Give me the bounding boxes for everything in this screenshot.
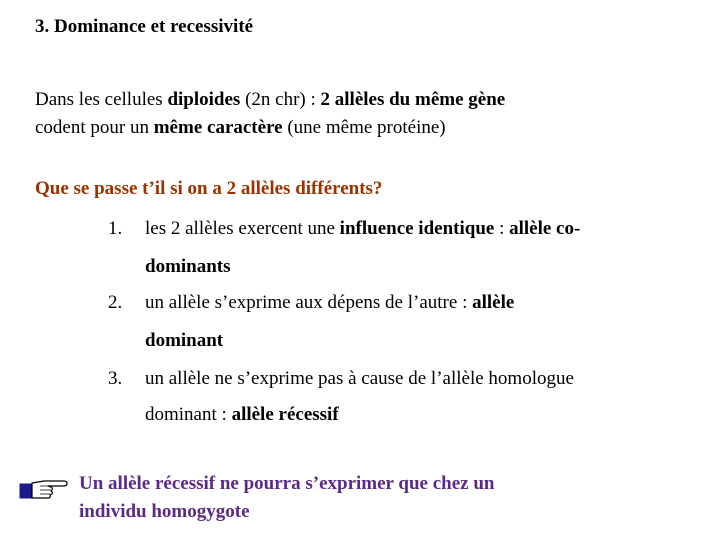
item-bold: allèle récessif bbox=[231, 404, 339, 425]
pointing-hand-icon bbox=[18, 470, 70, 502]
list-item-line-1 bbox=[145, 292, 514, 314]
list-number: 3. bbox=[108, 368, 123, 389]
list-number: 1. bbox=[108, 218, 123, 239]
item-bold: allèle co- bbox=[509, 218, 581, 239]
list-item-line-1: un allèle ne s’exprime pas à cause de l’allèle homologue bbox=[145, 368, 574, 389]
intro-bold: 2 allèles du même gène bbox=[320, 89, 506, 110]
intro-bold: diploides bbox=[167, 89, 241, 110]
conclusion-paragraph bbox=[79, 470, 494, 526]
list-item-line-1 bbox=[145, 218, 580, 240]
intro-line-2 bbox=[35, 114, 505, 142]
intro-line-1 bbox=[35, 86, 505, 114]
conclusion-line-1: Un allèle récessif ne pourra s’exprimer que chez un bbox=[79, 473, 495, 494]
intro-paragraph bbox=[35, 86, 505, 142]
item-text: dominant : bbox=[145, 404, 232, 425]
item-text: les 2 allèles exercent une bbox=[145, 218, 340, 239]
list-item-line-2 bbox=[145, 404, 339, 426]
item-text: : bbox=[494, 218, 510, 239]
intro-text: codent pour un bbox=[35, 117, 154, 138]
intro-text: Dans les cellules bbox=[35, 89, 168, 110]
item-text: un allèle s’exprime aux dépens de l’autre : bbox=[145, 292, 473, 313]
intro-text: (2n chr) : bbox=[240, 89, 321, 110]
list-item-line-2: dominant bbox=[145, 330, 224, 351]
list-item-line-2: dominants bbox=[145, 256, 231, 277]
section-title: 3. Dominance et recessivité bbox=[35, 16, 254, 37]
question-heading: Que se passe t’il si on a 2 allèles différents? bbox=[35, 178, 383, 199]
item-bold: allèle bbox=[472, 292, 515, 313]
item-bold: influence identique bbox=[339, 218, 495, 239]
conclusion-line-2: individu homogygote bbox=[79, 501, 250, 522]
intro-text: (une même protéine) bbox=[282, 117, 446, 138]
intro-bold: même caractère bbox=[153, 117, 283, 138]
list-number: 2. bbox=[108, 292, 123, 313]
